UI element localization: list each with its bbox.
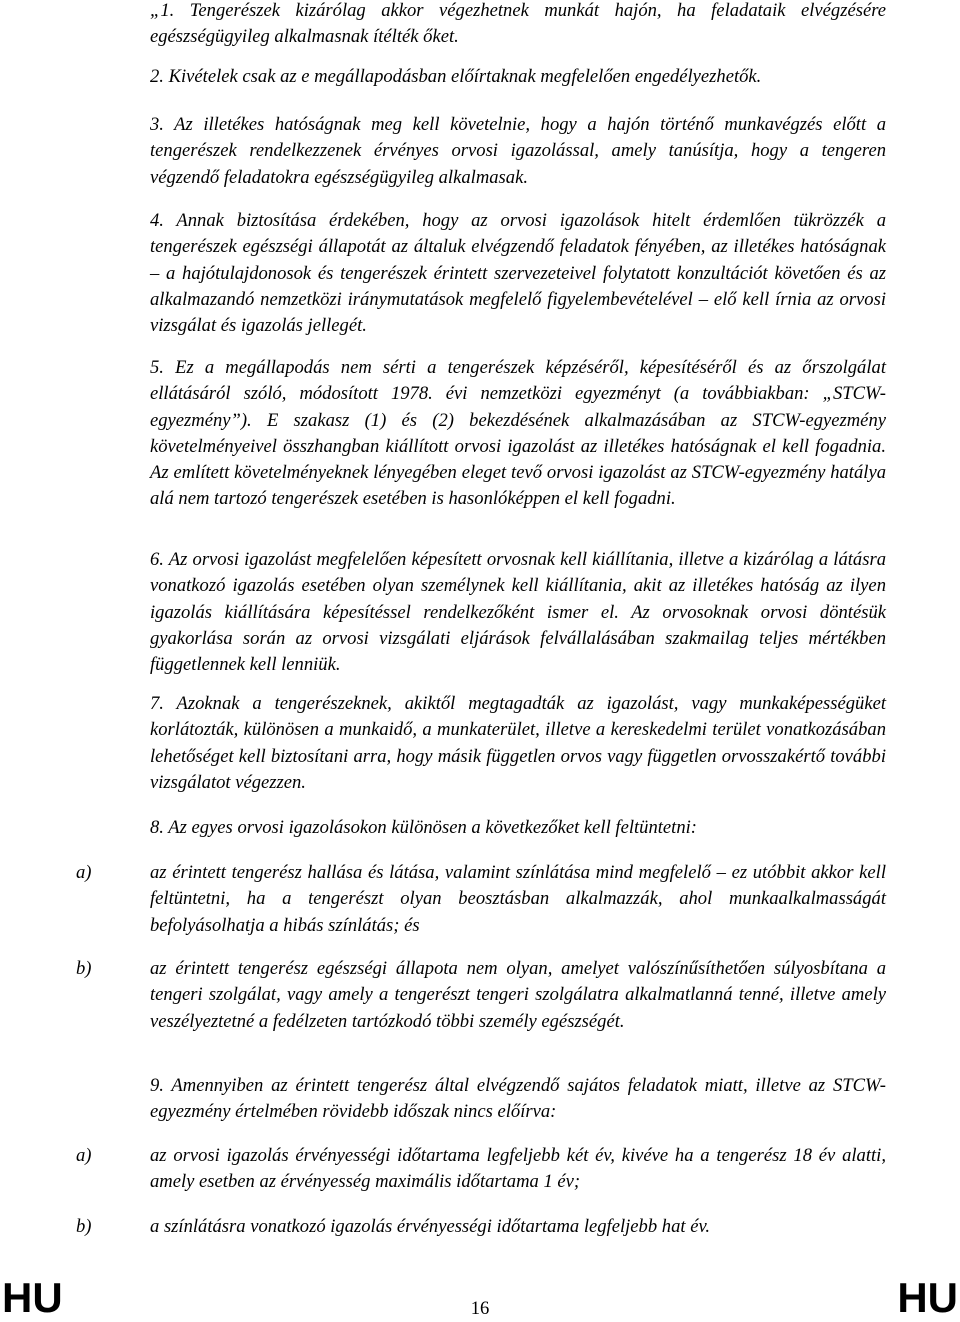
paragraph-9: 9. Amennyiben az érintett tengerész által elvégzendő sajátos feladatok miatt, illetve az STCW-egyezmény értelmében rövidebb időszak nincs előírva: <box>150 1075 886 1123</box>
paragraph-2: 2. Kivételek csak az e megállapodásban előírtaknak megfelelően engedélyezhetők. <box>150 66 762 87</box>
list-item-9b: a színlátásra vonatkozó igazolás érvényességi időtartama legfeljebb hat év. <box>150 1216 710 1237</box>
paragraph-5: 5. Ez a megállapodás nem sérti a tengerészek képzéséről, képesítéséről és az őrszolgálat ellátásáról szóló, módosított 1978. évi nemzetközi egyezményt (a továbbiakban: „STCW-egyezmény”). E szakasz (1) és (2) bekezdésének alkalmazásában az STCW-egyezmény követelményeivel összhangban kiállított orvosi igazolást az illetékes hatóságnak el kell fogadnia. Az említett követelményeknek lényegében eleget tevő orvosi igazolást az STCW-egyezmény hatálya alá nem tartozó tengerészek esetében is hasonlóképpen el kell fogadni. <box>150 357 886 510</box>
paragraph-8: 8. Az egyes orvosi igazolásokon különösen a következőket kell feltüntetni: <box>150 817 697 838</box>
footer-language-code-right: HU <box>897 1274 958 1321</box>
paragraph-3: 3. Az illetékes hatóságnak meg kell követelnie, hogy a hajón történő munkavégzés előtt a tengerészek rendelkezzenek érvényes orvosi igazolással, amely tanúsítja, hogy a tengeren végzendő feladatokra egészségügyileg alkalmasak. <box>150 114 886 188</box>
paragraph-7: 7. Azoknak a tengerészeknek, akiktől megtagadták az igazolást, vagy munkaképességüket korlátozták, különösen a munkaidő, a munkaterület, illetve a kereskedelmi terület vonatkozásában lehetőséget kell biztosítani arra, hogy másik független orvos vagy független orvosszakértő további vizsgálatot végezzen. <box>150 693 886 793</box>
list-item-9a: az orvosi igazolás érvényességi időtartama legfeljebb két év, kivéve ha a tengerész 18 év alatti, amely esetben az érvényesség maximális időtartama 1 év; <box>150 1145 886 1193</box>
list-item-label-9a: a) <box>76 1145 92 1166</box>
footer-language-code-left: HU <box>2 1274 63 1321</box>
page-number: 16 <box>470 1298 490 1319</box>
paragraph-4: 4. Annak biztosítása érdekében, hogy az orvosi igazolások hitelt érdemlően tükrözzék a tengerészek egészségi állapotát az általuk elvégzendő feladatok fényében, az illetékes hatóságnak – a hajótulajdonosok és tengerészek érintett szervezeteivel folytatott konzultációt követően és az alkalmazandó nemzetközi iránymutatások megfelelő figyelembevételével – elő kell írnia az orvosi vizsgálat és igazolás jellegét. <box>150 210 886 337</box>
list-item-label-9b: b) <box>76 1216 92 1237</box>
list-item-label-8b: b) <box>76 958 92 979</box>
paragraph-6: 6. Az orvosi igazolást megfelelően képesített orvosnak kell kiállítania, illetve a kizárólag a látásra vonatkozó igazolás esetében olyan személynek kell kiállítania, akit az illetékes hatóság az ilyen igazolás kiállítására képesítéssel rendelkezőként ismer el. Az orvosoknak orvosi döntésük gyakorlása során az orvosi vizsgálati eljárások felvállalásában szakmailag teljes mértékben függetlennek kell lenniük. <box>150 549 886 676</box>
list-item-label-8a: a) <box>76 862 92 883</box>
paragraph-1: „1. Tengerészek kizárólag akkor végezhetnek munkát hajón, ha feladataik elvégzésére egészségügyileg alkalmasnak ítélték őket. <box>150 0 886 48</box>
list-item-8a: az érintett tengerész hallása és látása, valamint színlátása mind megfelelő – ez utóbbit akkor kell feltüntetni, ha a tengerészt olyan beosztásban alkalmazzák, ahol munkaalkalmasságát befolyásolhatja a hibás színlátás; és <box>150 862 886 936</box>
list-item-8b: az érintett tengerész egészségi állapota nem olyan, amelyet valószínűsíthetően súlyosbítana a tengeri szolgálat, vagy amely a tengerészt tengeri szolgálatra alkalmatlanná tenné, illetve amely veszélyeztetné a fedélzeten tartózkodó többi személy egészségét. <box>150 958 886 1032</box>
